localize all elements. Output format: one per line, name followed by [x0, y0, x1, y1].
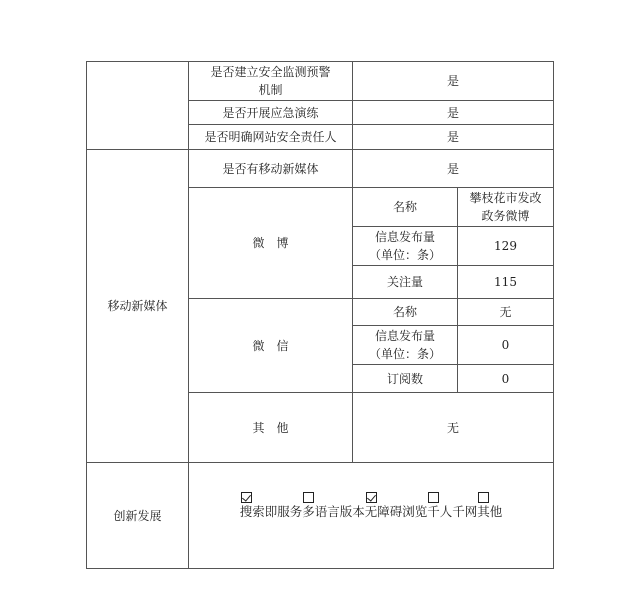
innovation-options — [188, 462, 554, 569]
weibo-label — [188, 187, 353, 299]
emergency-drill-text: 是否开展应急演练 — [222, 105, 319, 120]
option-multilingual[interactable] — [302, 492, 365, 521]
checkbox-checked-icon[interactable] — [366, 492, 377, 503]
option-label: 搜索即服务 — [239, 504, 303, 519]
monitoring-value-text: 是 — [446, 74, 459, 88]
has-mobile-media-label — [188, 149, 353, 188]
wechat-name-label — [352, 298, 458, 326]
security-responsible-value-text: 是 — [446, 130, 459, 144]
innovation-section-label — [86, 462, 189, 569]
has-mobile-media-text: 是否有移动新媒体 — [222, 161, 319, 176]
other-label-text: 其 他 — [252, 420, 289, 435]
wechat-posts-label-line2: （单位：条） — [368, 347, 441, 361]
wechat-posts-label-line1: 信息发布量 — [374, 329, 435, 343]
wechat-posts-label — [352, 325, 458, 365]
security-responsible-value — [352, 124, 554, 150]
emergency-drill-value-text: 是 — [446, 105, 459, 120]
weibo-label-text: 微 博 — [252, 236, 289, 250]
monitoring-mechanism-label — [188, 61, 353, 101]
security-responsible-label — [188, 124, 353, 150]
monitoring-label-line2: 机制 — [258, 83, 283, 97]
weibo-followers-label-text: 关注量 — [386, 275, 423, 289]
wechat-subscribers-value — [457, 364, 554, 393]
weibo-posts-value — [457, 226, 554, 266]
weibo-name-label-text: 名称 — [392, 200, 417, 214]
wechat-posts-value-text: 0 — [501, 338, 510, 352]
option-label: 千人千网 — [427, 504, 478, 519]
security-responsible-text: 是否明确网站安全责任人 — [204, 130, 337, 144]
option-search-as-service[interactable] — [240, 492, 303, 521]
other-value — [352, 392, 554, 463]
wechat-label-text: 微 信 — [252, 338, 289, 353]
wechat-posts-value — [457, 325, 554, 365]
weibo-posts-label — [352, 226, 458, 266]
emergency-drill-value — [352, 100, 554, 125]
weibo-followers-value-text: 115 — [494, 275, 517, 289]
emergency-drill-label — [188, 100, 353, 125]
wechat-subscribers-label — [352, 364, 458, 393]
monitoring-label-line1: 是否建立安全监测预警 — [210, 65, 331, 79]
has-mobile-media-value-text: 是 — [446, 161, 459, 176]
weibo-name-line2: 政务微博 — [481, 209, 530, 223]
weibo-posts-label-line1: 信息发布量 — [374, 230, 435, 244]
other-label — [188, 392, 353, 463]
has-mobile-media-value — [352, 149, 554, 188]
wechat-subscribers-label-text: 订阅数 — [386, 371, 423, 386]
option-label: 多语言版本 — [302, 504, 365, 519]
option-other[interactable] — [477, 492, 502, 521]
weibo-followers-value — [457, 265, 554, 299]
weibo-name-label — [352, 187, 458, 227]
mobile-media-section-text: 移动新媒体 — [107, 299, 168, 313]
checkbox-unchecked-icon[interactable] — [478, 492, 489, 503]
wechat-name-value — [457, 298, 554, 326]
weibo-posts-label-line2: （单位：条） — [368, 248, 441, 262]
option-accessibility[interactable] — [365, 492, 428, 521]
statistics-table — [86, 61, 554, 569]
checkbox-unchecked-icon[interactable] — [428, 492, 439, 503]
weibo-name-line1: 攀枝花市发改 — [469, 191, 542, 205]
monitoring-mechanism-value — [352, 61, 554, 101]
wechat-name-value-text: 无 — [499, 305, 512, 319]
checkbox-unchecked-icon[interactable] — [303, 492, 314, 503]
weibo-followers-label — [352, 265, 458, 299]
option-label: 其他 — [477, 504, 503, 519]
wechat-name-label-text: 名称 — [392, 305, 417, 319]
checkbox-checked-icon[interactable] — [241, 492, 252, 503]
wechat-label — [188, 298, 353, 393]
security-section-cell — [86, 61, 189, 150]
weibo-name-value — [457, 187, 554, 227]
mobile-media-section-label — [86, 149, 189, 463]
option-personalized[interactable] — [427, 492, 477, 521]
weibo-posts-value-text: 129 — [494, 239, 517, 253]
other-value-text: 无 — [446, 420, 459, 435]
option-label: 无障碍浏览 — [364, 504, 428, 519]
innovation-section-text: 创新发展 — [113, 508, 162, 523]
wechat-subscribers-value-text: 0 — [501, 371, 510, 386]
